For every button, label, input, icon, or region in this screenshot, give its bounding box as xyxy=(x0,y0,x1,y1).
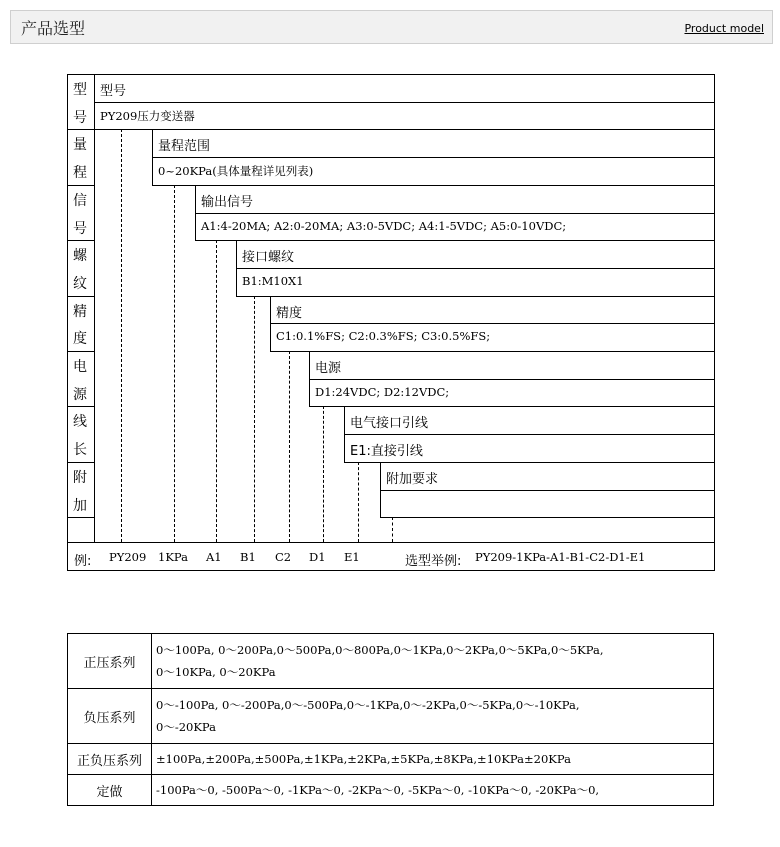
section-line xyxy=(309,379,714,380)
range-values: ±100Pa,±200Pa,±500Pa,±1KPa,±2KPa,±5KPa,±8KPa,±10KPa±20KPa xyxy=(152,744,714,775)
side-label: 螺 xyxy=(73,248,87,264)
section-line xyxy=(344,434,714,435)
section-line xyxy=(236,240,714,241)
frame-bottom xyxy=(67,570,715,571)
section-line xyxy=(309,351,714,352)
section-left-edge xyxy=(270,296,271,351)
table-row xyxy=(68,775,714,806)
section-value: A1:4-20MA; A2:0-20MA; A3:0-5VDC; A4:1-5VDC; A5:0-10VDC; xyxy=(201,219,567,233)
section-line xyxy=(270,323,714,324)
section-line xyxy=(94,102,714,103)
side-label: 电 xyxy=(73,359,87,375)
section-line xyxy=(195,185,714,186)
section-title: 型号 xyxy=(100,84,127,99)
example-label: 例: xyxy=(74,554,92,569)
range-name: 正压系列 xyxy=(68,634,152,689)
label-divider xyxy=(67,351,94,352)
example-code: E1 xyxy=(344,550,360,564)
section-line xyxy=(94,74,714,75)
label-divider xyxy=(67,462,94,463)
connector-line xyxy=(121,129,122,542)
table-row xyxy=(68,744,714,775)
side-label: 信 xyxy=(73,193,87,209)
range-name: 正负压系列 xyxy=(68,744,152,775)
section-line xyxy=(380,517,714,518)
connector-line xyxy=(323,406,324,542)
side-label: 加 xyxy=(73,498,87,514)
section-value: PY209压力变送器 xyxy=(100,109,195,123)
section-line xyxy=(152,157,714,158)
example-code: A1 xyxy=(206,550,222,564)
select-example-label: 选型举例: xyxy=(405,554,462,569)
section-title: 接口螺纹 xyxy=(242,250,295,265)
label-divider xyxy=(67,129,94,130)
side-label: 号 xyxy=(73,221,87,237)
section-value: E1:直接引线 xyxy=(350,444,423,459)
connector-line xyxy=(358,462,359,542)
section-value: C1:0.1%FS; C2:0.3%FS; C3:0.5%FS; xyxy=(276,329,491,343)
section-line xyxy=(380,462,714,463)
label-divider xyxy=(67,185,94,186)
label-divider xyxy=(67,296,94,297)
range-values: 0～100Pa, 0～200Pa,0～500Pa,0～800Pa,0～1KPa,0～2KPa,0～5KPa,0～5KPa, 0～10KPa, 0～20KPa xyxy=(152,634,714,689)
side-label: 精 xyxy=(73,304,87,320)
table-row xyxy=(68,689,714,744)
section-left-edge xyxy=(344,406,345,462)
section-title: 电气接口引线 xyxy=(350,416,429,431)
example-code: B1 xyxy=(240,550,256,564)
example-code: D1 xyxy=(309,550,326,564)
section-left-edge xyxy=(380,462,381,517)
label-divider xyxy=(67,240,94,241)
side-label: 程 xyxy=(73,165,87,181)
table-row xyxy=(68,634,714,689)
side-label: 号 xyxy=(73,110,87,126)
select-example-value: PY209-1KPa-A1-B1-C2-D1-E1 xyxy=(475,550,646,564)
section-value: B1:M10X1 xyxy=(242,274,304,288)
section-line xyxy=(344,406,714,407)
example-divider xyxy=(67,542,715,543)
section-left-edge xyxy=(236,240,237,296)
section-line xyxy=(270,296,714,297)
label-column-divider xyxy=(94,74,95,542)
section-header xyxy=(10,10,773,44)
side-label: 线 xyxy=(73,414,87,430)
section-title: 精度 xyxy=(276,306,303,321)
example-code: 1KPa xyxy=(158,550,188,564)
frame-left xyxy=(67,74,68,570)
side-label: 长 xyxy=(73,442,87,458)
side-label: 附 xyxy=(73,470,87,486)
section-title: 产品选型 xyxy=(21,19,86,38)
side-label: 量 xyxy=(73,137,87,153)
section-left-edge xyxy=(309,351,310,406)
example-code: PY209 xyxy=(109,550,147,564)
section-title: 量程范围 xyxy=(158,139,211,154)
section-left-edge xyxy=(152,129,153,185)
connector-line xyxy=(216,240,217,542)
connector-line xyxy=(289,351,290,542)
section-title: 电源 xyxy=(315,361,342,376)
label-divider xyxy=(67,406,94,407)
section-line xyxy=(236,268,714,269)
side-label: 型 xyxy=(73,82,87,98)
section-title: 输出信号 xyxy=(201,195,254,210)
section-line xyxy=(380,490,714,491)
section-line xyxy=(195,213,714,214)
range-table xyxy=(67,633,714,806)
label-divider xyxy=(67,517,94,518)
product-model-link[interactable]: Product model xyxy=(684,22,764,35)
range-values: 0～-100Pa, 0～-200Pa,0～-500Pa,0～-1KPa,0～-2KPa,0～-5KPa,0～-10KPa, 0～-20KPa xyxy=(152,689,714,744)
section-title: 附加要求 xyxy=(386,472,439,487)
frame-right xyxy=(714,74,715,570)
example-code: C2 xyxy=(275,550,292,564)
connector-line xyxy=(254,296,255,542)
range-values: -100Pa～0, -500Pa～0, -1KPa～0, -2KPa～0, -5KPa～0, -10KPa～0, -20KPa～0, xyxy=(152,775,714,806)
section-value: D1:24VDC; D2:12VDC; xyxy=(315,385,450,399)
section-line xyxy=(152,129,714,130)
side-label: 纹 xyxy=(73,276,87,292)
connector-line xyxy=(392,517,393,542)
range-name: 定做 xyxy=(68,775,152,806)
connector-line xyxy=(174,185,175,542)
side-label: 度 xyxy=(73,331,87,347)
side-label: 源 xyxy=(73,387,87,403)
section-value: 0~20KPa(具体量程详见列表) xyxy=(158,164,314,178)
section-left-edge xyxy=(195,185,196,240)
range-name: 负压系列 xyxy=(68,689,152,744)
